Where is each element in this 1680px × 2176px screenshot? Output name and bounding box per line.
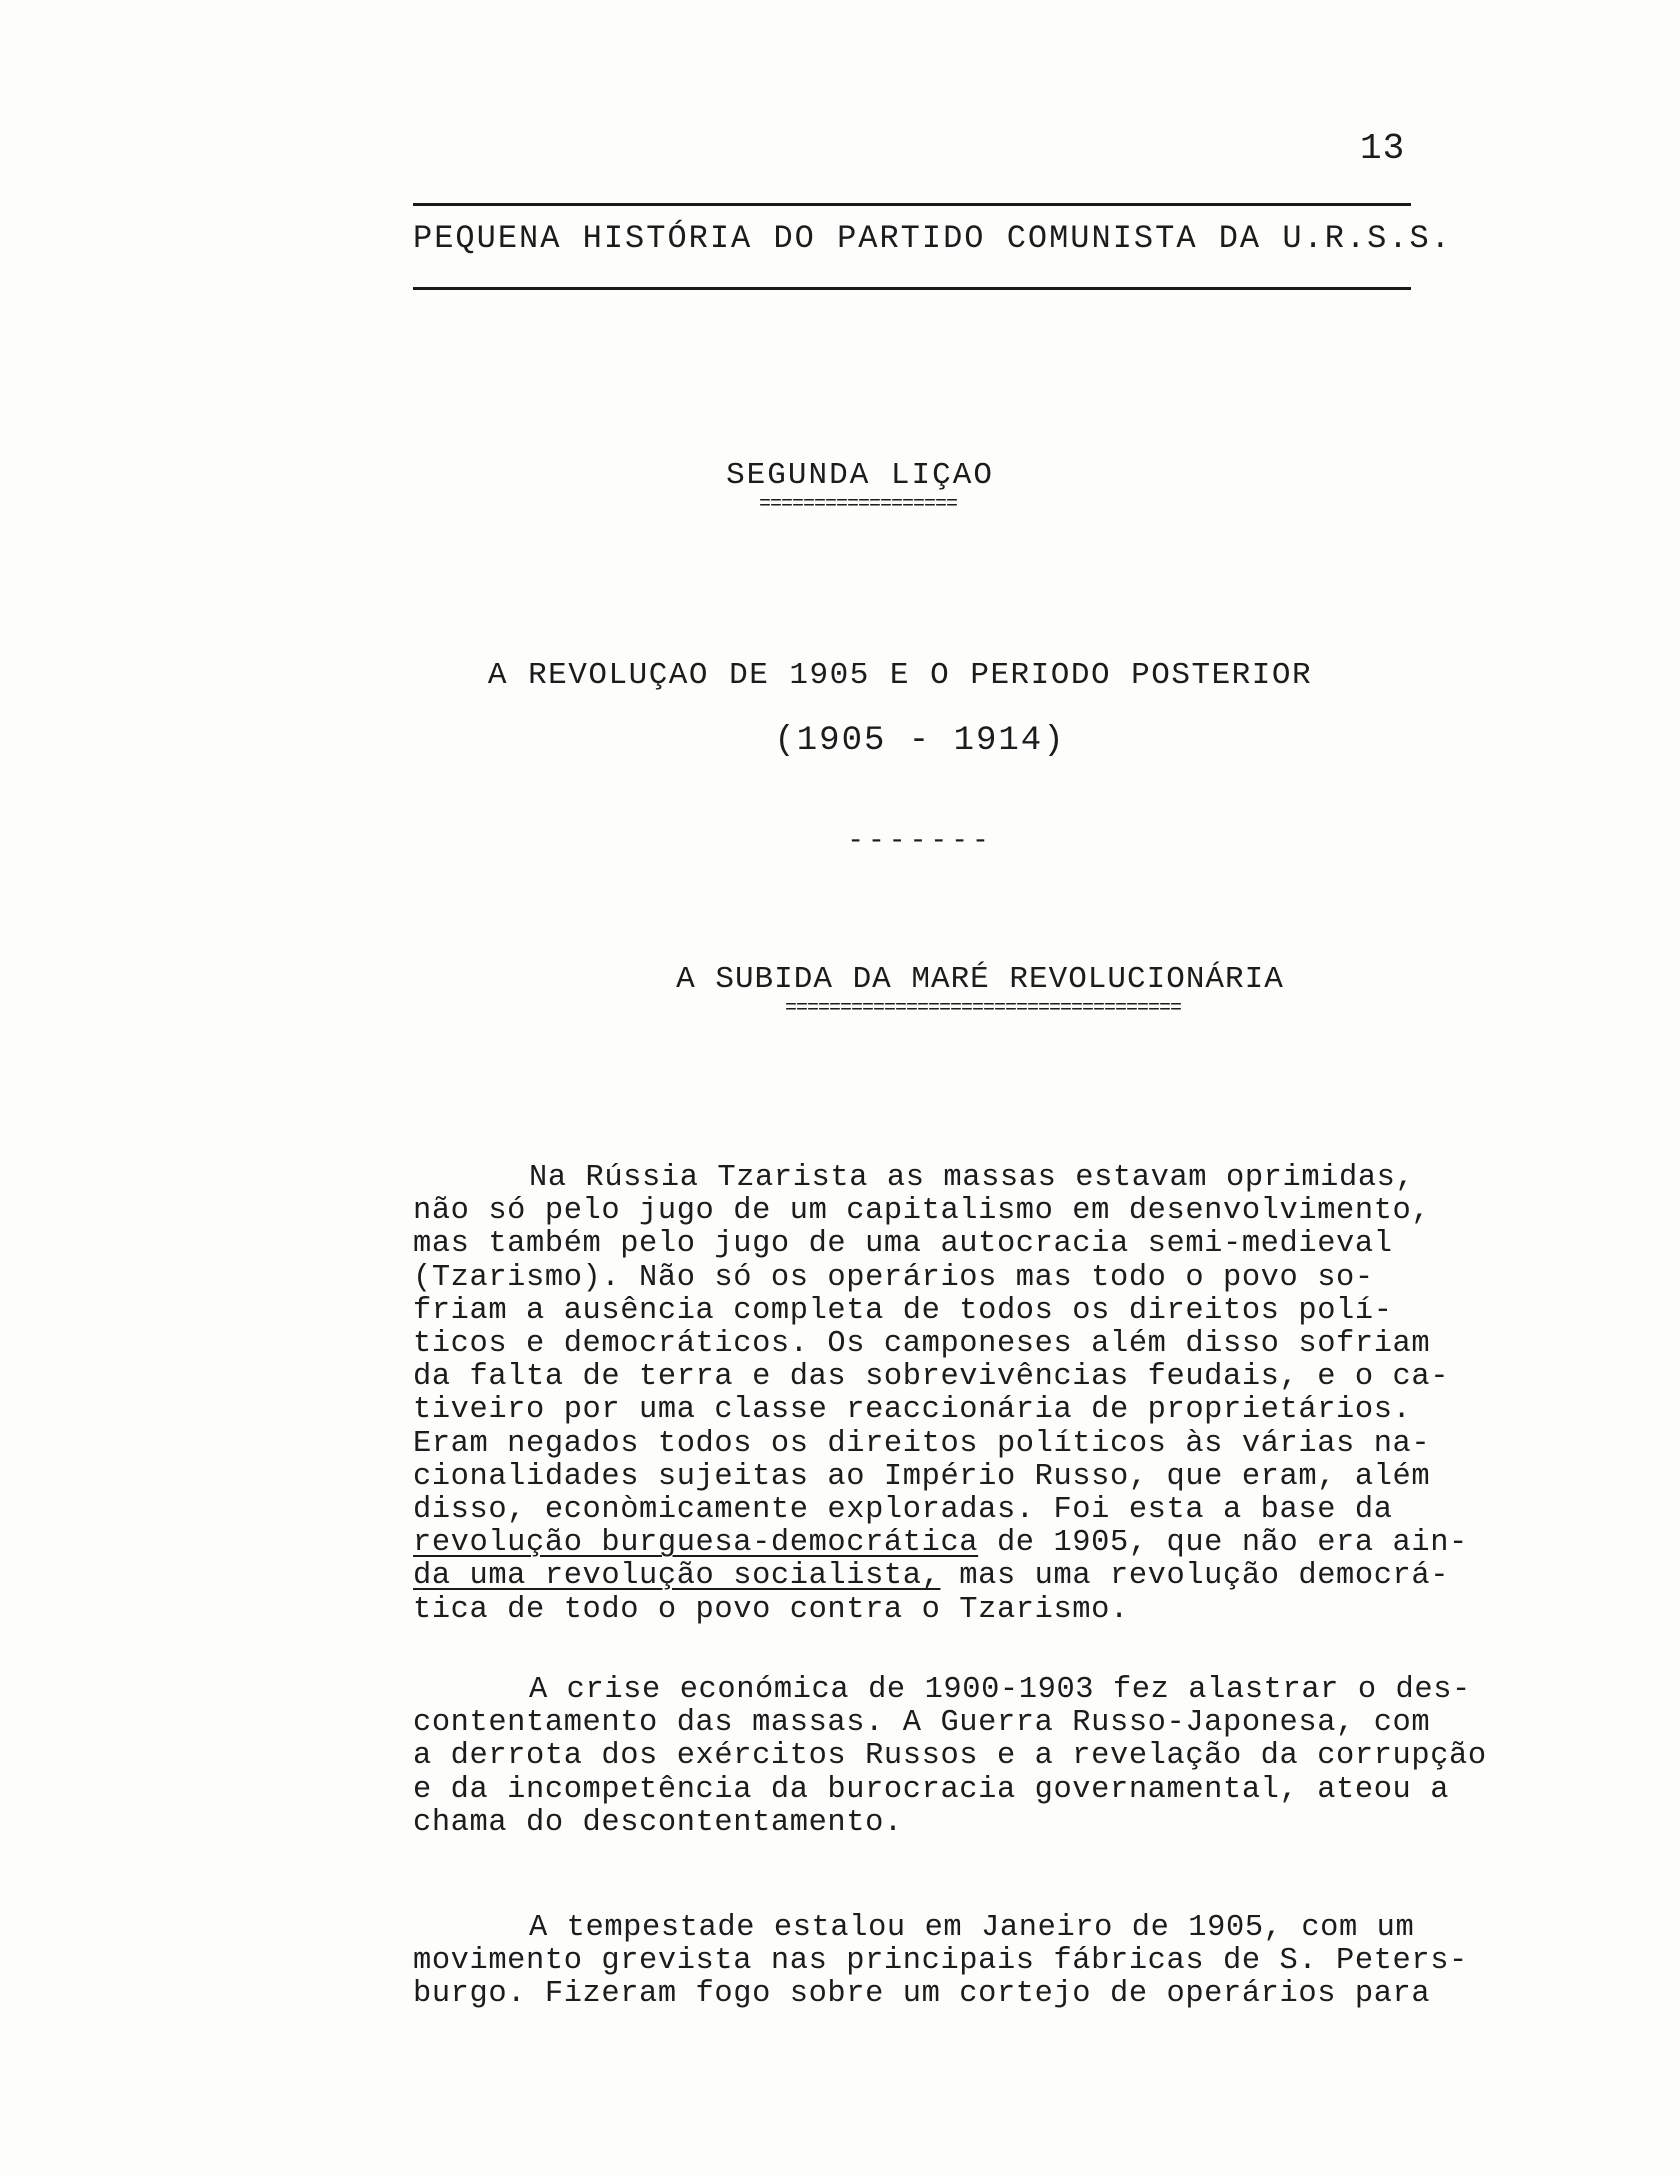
text-line: disso, econòmicamente exploradas. Foi esta a base da [413,1493,1393,1528]
page-number: 13 [1360,128,1406,169]
underlined-phrase: da uma revolução socialista, [413,1559,941,1594]
chapter-title: A REVOLUÇAO DE 1905 E O PERIODO POSTERIOR [487,658,1313,693]
text-line: A tempestade estalou em Janeiro de 1905, com um [529,1911,1415,1945]
text-line: tiveiro por uma classe reaccionária de proprietários. [413,1393,1412,1428]
text-line: A crise económica de 1900-1903 fez alastrar o des- [529,1673,1471,1707]
text-line: tica de todo o povo contra o Tzarismo. [413,1592,1129,1627]
header-rule-bottom [413,287,1411,290]
lesson-title-underline: ================== [758,494,958,516]
chapter-separator: ------- [847,826,993,857]
paragraph-2 [413,1674,1573,1840]
text-line: cionalidades sujeitas ao Império Russo, que eram, além [413,1459,1431,1494]
header-rule-top [413,203,1411,206]
lesson-title: SEGUNDA LIÇAO [726,458,994,493]
text-line: a derrota dos exércitos Russos e a revelação da corrupção [413,1739,1487,1774]
text-line: movimento grevista nas principais fábricas de S. Peters- [413,1944,1468,1979]
text-line: da falta de terra e das sobrevivências feudais, e o ca- [413,1360,1450,1395]
paragraph-1 [413,1162,1573,1627]
text-line: chama do descontentamento. [413,1805,903,1840]
paragraph-3 [413,1912,1573,2012]
text-line: (Tzarismo). Não só os operários mas todo o povo so- [413,1260,1374,1295]
text-line: Eram negados todos os direitos políticos às várias na- [413,1426,1431,1461]
text-line: burgo. Fizeram fogo sobre um cortejo de operários para [413,1977,1431,2012]
text-line: friam a ausência completa de todos os direitos polí- [413,1293,1393,1328]
running-header: PEQUENA HISTÓRIA DO PARTIDO COMUNISTA DA U.R.S.S. [413,220,1452,257]
text-fragment: mas uma revolução democrá- [940,1559,1450,1594]
section-title-underline: ==================================== [784,998,1182,1020]
underlined-phrase: revolução burguesa-democrática [413,1526,979,1561]
text-line: mas também pelo jugo de uma autocracia semi-medieval [413,1227,1393,1262]
section-title: A SUBIDA DA MARÉ REVOLUCIONÁRIA [676,962,1284,997]
text-line: Na Rússia Tzarista as massas estavam oprimidas, [529,1161,1415,1195]
text-line: contentamento das massas. A Guerra Russo-Japonesa, com [413,1706,1431,1741]
text-line [413,1527,1573,1560]
chapter-years: (1905 - 1914) [774,722,1066,760]
text-line: não só pelo jugo de um capitalismo em desenvolvimento, [413,1194,1431,1229]
text-fragment: de 1905, que não era ain- [978,1526,1468,1561]
text-line [413,1560,1573,1593]
text-line: ticos e democráticos. Os camponeses além disso sofriam [413,1327,1431,1362]
text-line: e da incompetência da burocracia governamental, ateou a [413,1772,1450,1807]
